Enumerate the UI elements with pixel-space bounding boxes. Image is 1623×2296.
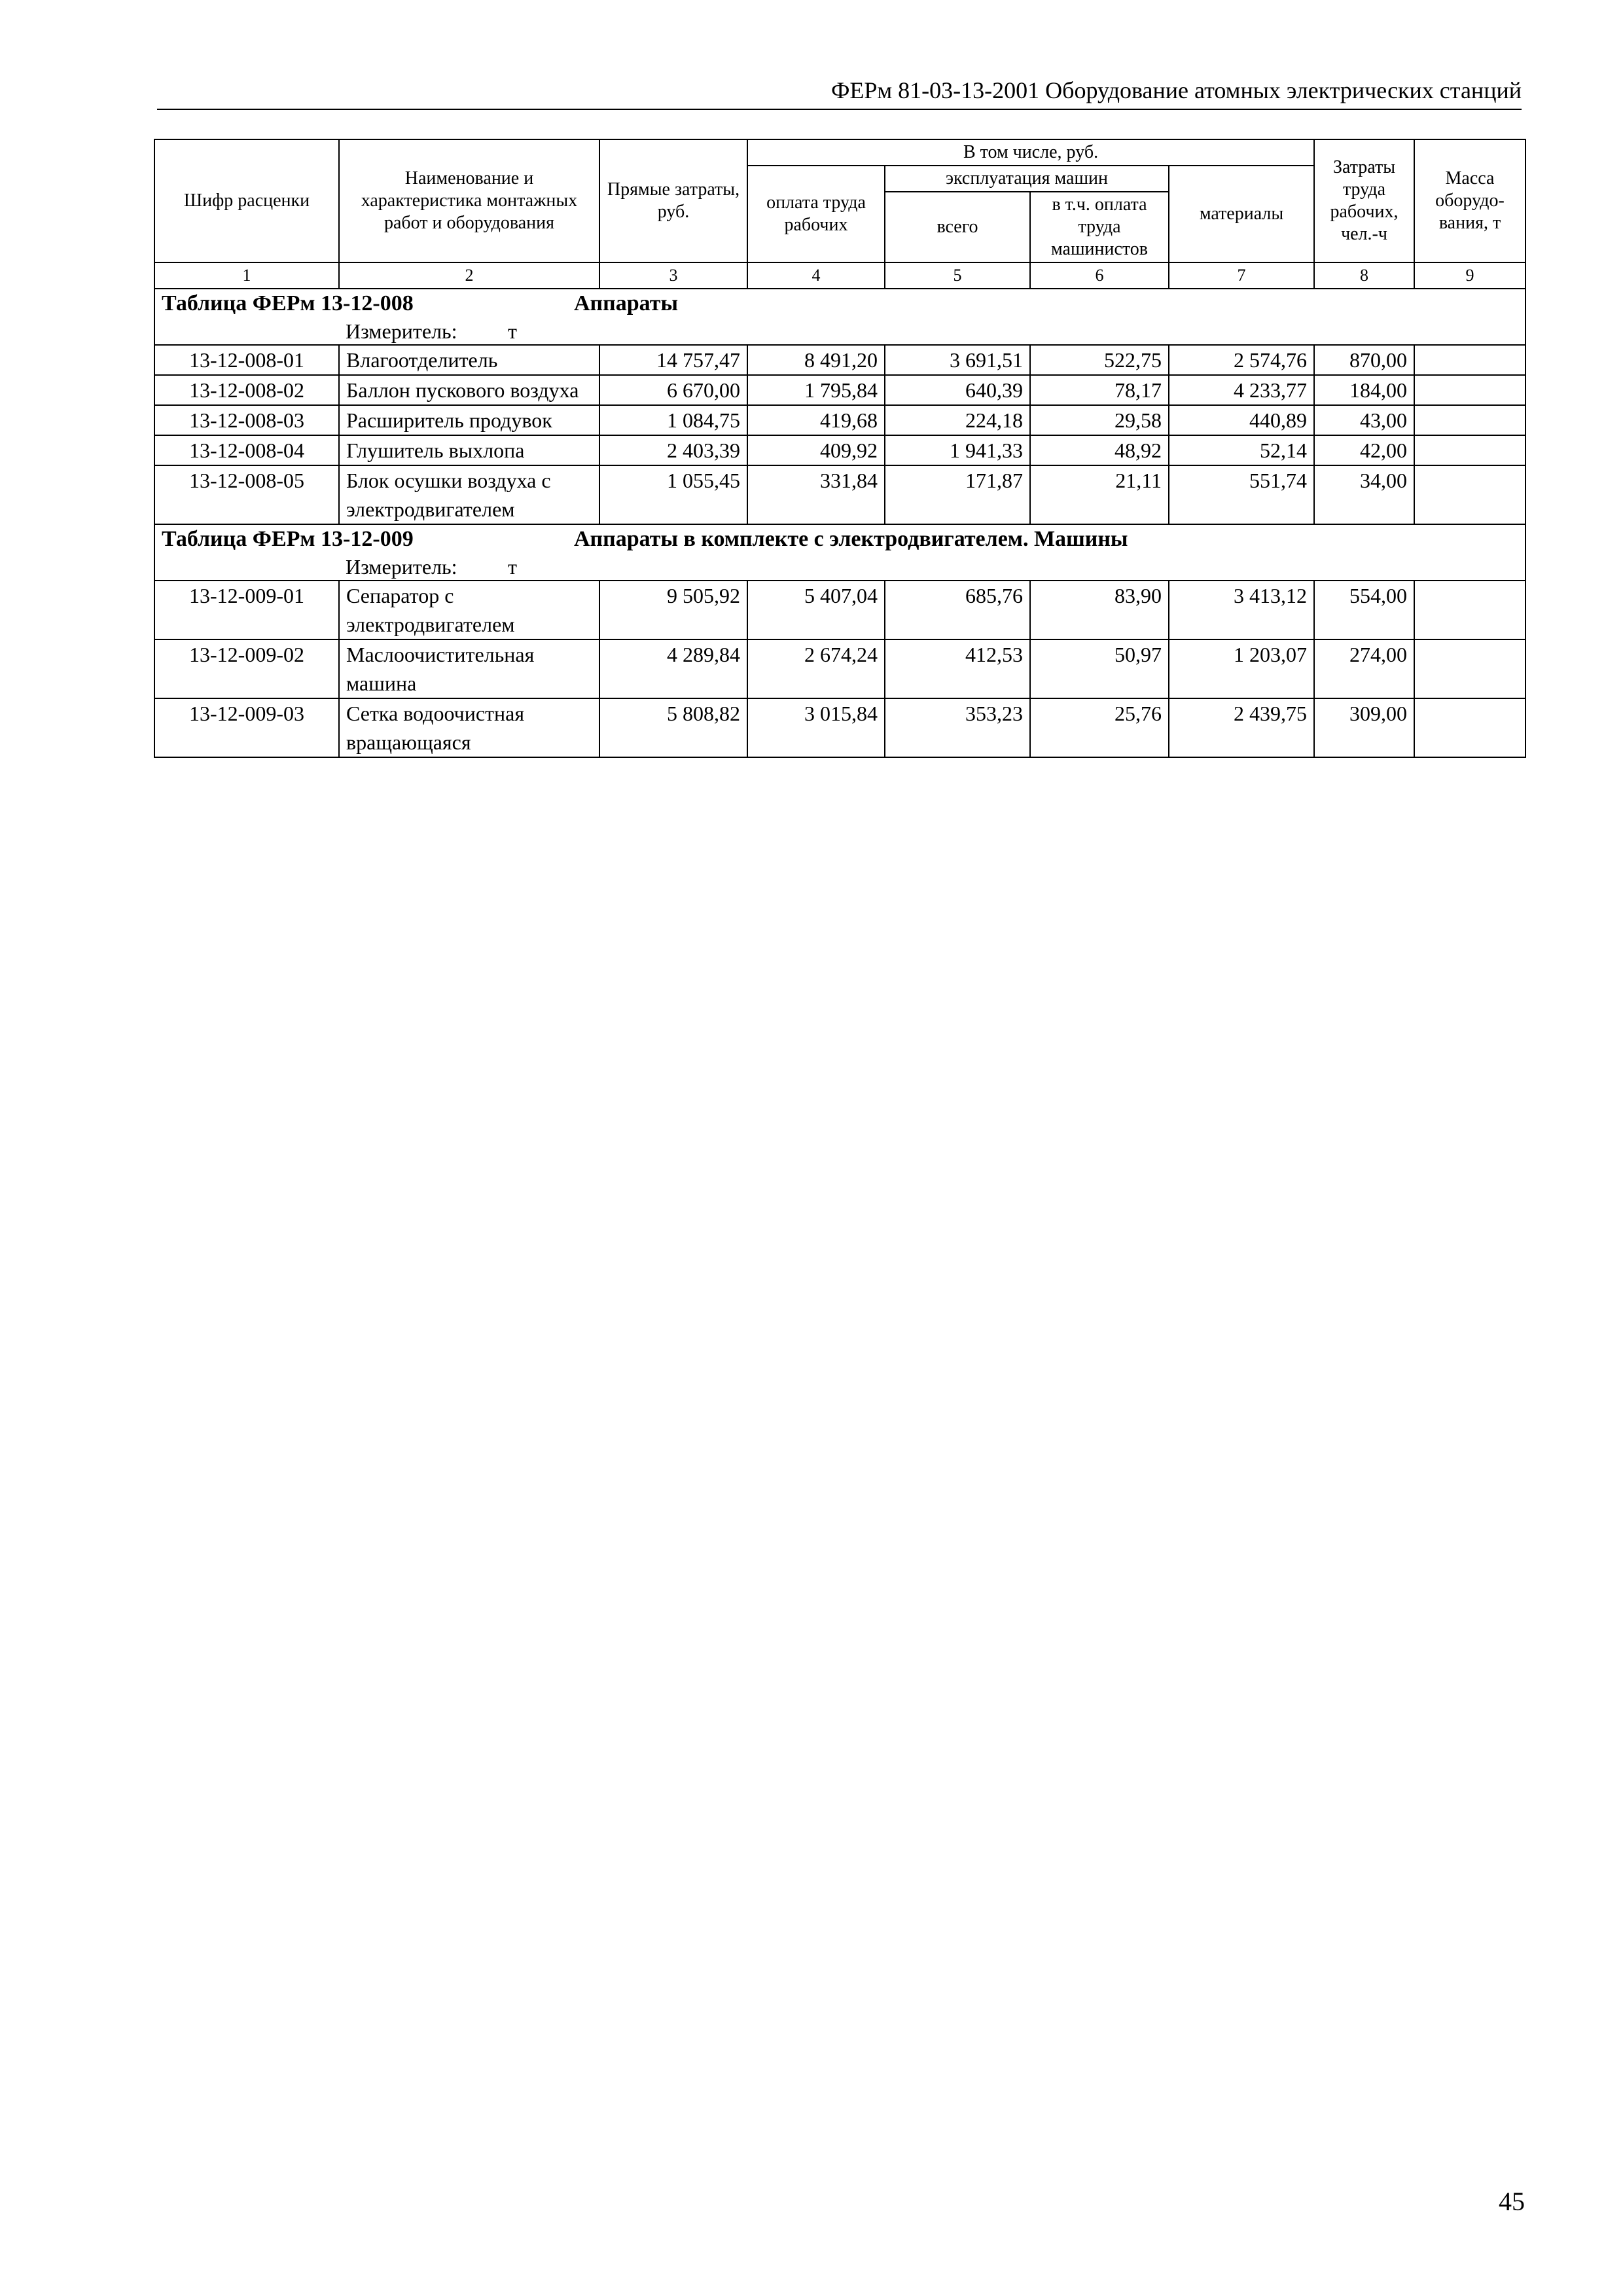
cell-materials: 2 439,75: [1169, 698, 1314, 757]
cell-machine-wages: 83,90: [1030, 581, 1169, 639]
cell-mass: [1414, 435, 1525, 465]
header-machines: эксплуатация машин: [885, 166, 1169, 192]
cell-machines: 640,39: [885, 375, 1030, 405]
column-number: 9: [1414, 262, 1525, 289]
cell-mass: [1414, 345, 1525, 375]
measure-spacer: [154, 318, 339, 345]
column-number: 5: [885, 262, 1030, 289]
column-number: 6: [1030, 262, 1169, 289]
cell-labor: 184,00: [1314, 375, 1414, 405]
cell-wages: 419,68: [747, 405, 885, 435]
work-name: Влагоотделитель: [339, 345, 599, 375]
header-rule: [157, 109, 1522, 110]
measure-row: [154, 554, 1525, 581]
rates-table: [154, 139, 1526, 758]
cell-machine-wages: 78,17: [1030, 375, 1169, 405]
table-row: [154, 581, 1525, 639]
work-name: Сетка водоочистная вращающаяся: [339, 698, 599, 757]
rate-code: 13-12-009-01: [154, 581, 339, 639]
measure-row: [154, 318, 1525, 345]
cell-labor: 43,00: [1314, 405, 1414, 435]
cell-labor: 554,00: [1314, 581, 1414, 639]
table-row: [154, 435, 1525, 465]
header-machines-total: всего: [885, 192, 1030, 262]
rate-code: 13-12-008-05: [154, 465, 339, 524]
cell-mass: [1414, 375, 1525, 405]
cell-machines: 412,53: [885, 639, 1030, 698]
cell-direct: 14 757,47: [599, 345, 747, 375]
section-title-row: [154, 289, 1525, 318]
table-row: [154, 639, 1525, 698]
table-body: [154, 289, 1525, 757]
header-wages: оплата труда рабочих: [747, 166, 885, 262]
column-number: 3: [599, 262, 747, 289]
cell-machine-wages: 29,58: [1030, 405, 1169, 435]
work-name: Глушитель выхлопа: [339, 435, 599, 465]
section-name: Аппараты: [574, 291, 679, 315]
cell-machines: 3 691,51: [885, 345, 1030, 375]
measure-unit: т: [508, 555, 517, 579]
cell-direct: 9 505,92: [599, 581, 747, 639]
section-code: Таблица ФЕРм 13-12-008: [162, 291, 414, 315]
header-mass: Масса оборудо-вания, т: [1414, 139, 1525, 262]
column-number: 7: [1169, 262, 1314, 289]
cell-wages: 5 407,04: [747, 581, 885, 639]
cell-wages: 2 674,24: [747, 639, 885, 698]
cell-materials: 1 203,07: [1169, 639, 1314, 698]
cell-wages: 3 015,84: [747, 698, 885, 757]
column-number: 4: [747, 262, 885, 289]
cell-direct: 6 670,00: [599, 375, 747, 405]
cell-direct: 1 084,75: [599, 405, 747, 435]
cell-mass: [1414, 465, 1525, 524]
document-header: ФЕРм 81-03-13-2001 Оборудование атомных электрических станций: [830, 77, 1522, 103]
cell-machines: 685,76: [885, 581, 1030, 639]
rate-code: 13-12-009-02: [154, 639, 339, 698]
column-number: 8: [1314, 262, 1414, 289]
cell-mass: [1414, 639, 1525, 698]
cell-mass: [1414, 405, 1525, 435]
cell-labor: 42,00: [1314, 435, 1414, 465]
table-row: [154, 405, 1525, 435]
cell-machines: 353,23: [885, 698, 1030, 757]
header-materials: материалы: [1169, 166, 1314, 262]
section-title: [154, 524, 1525, 554]
cell-labor: 870,00: [1314, 345, 1414, 375]
rate-code: 13-12-008-01: [154, 345, 339, 375]
header-labor: Затраты труда рабочих, чел.-ч: [1314, 139, 1414, 262]
cell-machines: 224,18: [885, 405, 1030, 435]
cell-materials: 2 574,76: [1169, 345, 1314, 375]
table-row: [154, 345, 1525, 375]
cell-labor: 274,00: [1314, 639, 1414, 698]
header-direct: Прямые затраты, руб.: [599, 139, 747, 262]
work-name: Блок осушки воздуха с электродвигателем: [339, 465, 599, 524]
cell-materials: 3 413,12: [1169, 581, 1314, 639]
header-including: В том числе, руб.: [747, 139, 1314, 166]
page-number: 45: [1499, 2187, 1525, 2216]
cell-wages: 1 795,84: [747, 375, 885, 405]
header-code: Шифр расценки: [154, 139, 339, 262]
cell-wages: 331,84: [747, 465, 885, 524]
cell-materials: 551,74: [1169, 465, 1314, 524]
work-name: Баллон пускового воздуха: [339, 375, 599, 405]
cell-machines: 1 941,33: [885, 435, 1030, 465]
cell-machine-wages: 21,11: [1030, 465, 1169, 524]
section-name: Аппараты в комплекте с электродвигателем. Машины: [574, 527, 1128, 551]
cell-labor: 309,00: [1314, 698, 1414, 757]
cell-labor: 34,00: [1314, 465, 1414, 524]
cell-machine-wages: 522,75: [1030, 345, 1169, 375]
section-title-row: [154, 524, 1525, 554]
cell-direct: 1 055,45: [599, 465, 747, 524]
rate-code: 13-12-009-03: [154, 698, 339, 757]
column-number: 1: [154, 262, 339, 289]
measure-spacer: [154, 554, 339, 581]
table-row: [154, 375, 1525, 405]
cell-machines: 171,87: [885, 465, 1030, 524]
measure-label: Измеритель:: [346, 555, 457, 579]
work-name: Сепаратор с электродвигателем: [339, 581, 599, 639]
cell-mass: [1414, 581, 1525, 639]
section-code: Таблица ФЕРм 13-12-009: [162, 527, 414, 551]
cell-direct: 4 289,84: [599, 639, 747, 698]
header-machines-wages: в т.ч. оплата труда машинистов: [1030, 192, 1169, 262]
rate-code: 13-12-008-03: [154, 405, 339, 435]
cell-machine-wages: 48,92: [1030, 435, 1169, 465]
measure-cell: [339, 318, 1525, 345]
measure-cell: [339, 554, 1525, 581]
rate-code: 13-12-008-02: [154, 375, 339, 405]
cell-materials: 4 233,77: [1169, 375, 1314, 405]
cell-direct: 2 403,39: [599, 435, 747, 465]
table-row: [154, 698, 1525, 757]
cell-machine-wages: 50,97: [1030, 639, 1169, 698]
column-number: 2: [339, 262, 599, 289]
cell-materials: 440,89: [1169, 405, 1314, 435]
cell-machine-wages: 25,76: [1030, 698, 1169, 757]
cell-mass: [1414, 698, 1525, 757]
measure-label: Измеритель:: [346, 319, 457, 343]
section-title: [154, 289, 1525, 318]
header-name: Наименование и характеристика монтажных работ и оборудования: [339, 139, 599, 262]
measure-unit: т: [508, 319, 517, 343]
table-row: [154, 465, 1525, 524]
cell-wages: 8 491,20: [747, 345, 885, 375]
cell-direct: 5 808,82: [599, 698, 747, 757]
work-name: Маслоочистительная машина: [339, 639, 599, 698]
cell-materials: 52,14: [1169, 435, 1314, 465]
rate-code: 13-12-008-04: [154, 435, 339, 465]
cell-wages: 409,92: [747, 435, 885, 465]
work-name: Расширитель продувок: [339, 405, 599, 435]
